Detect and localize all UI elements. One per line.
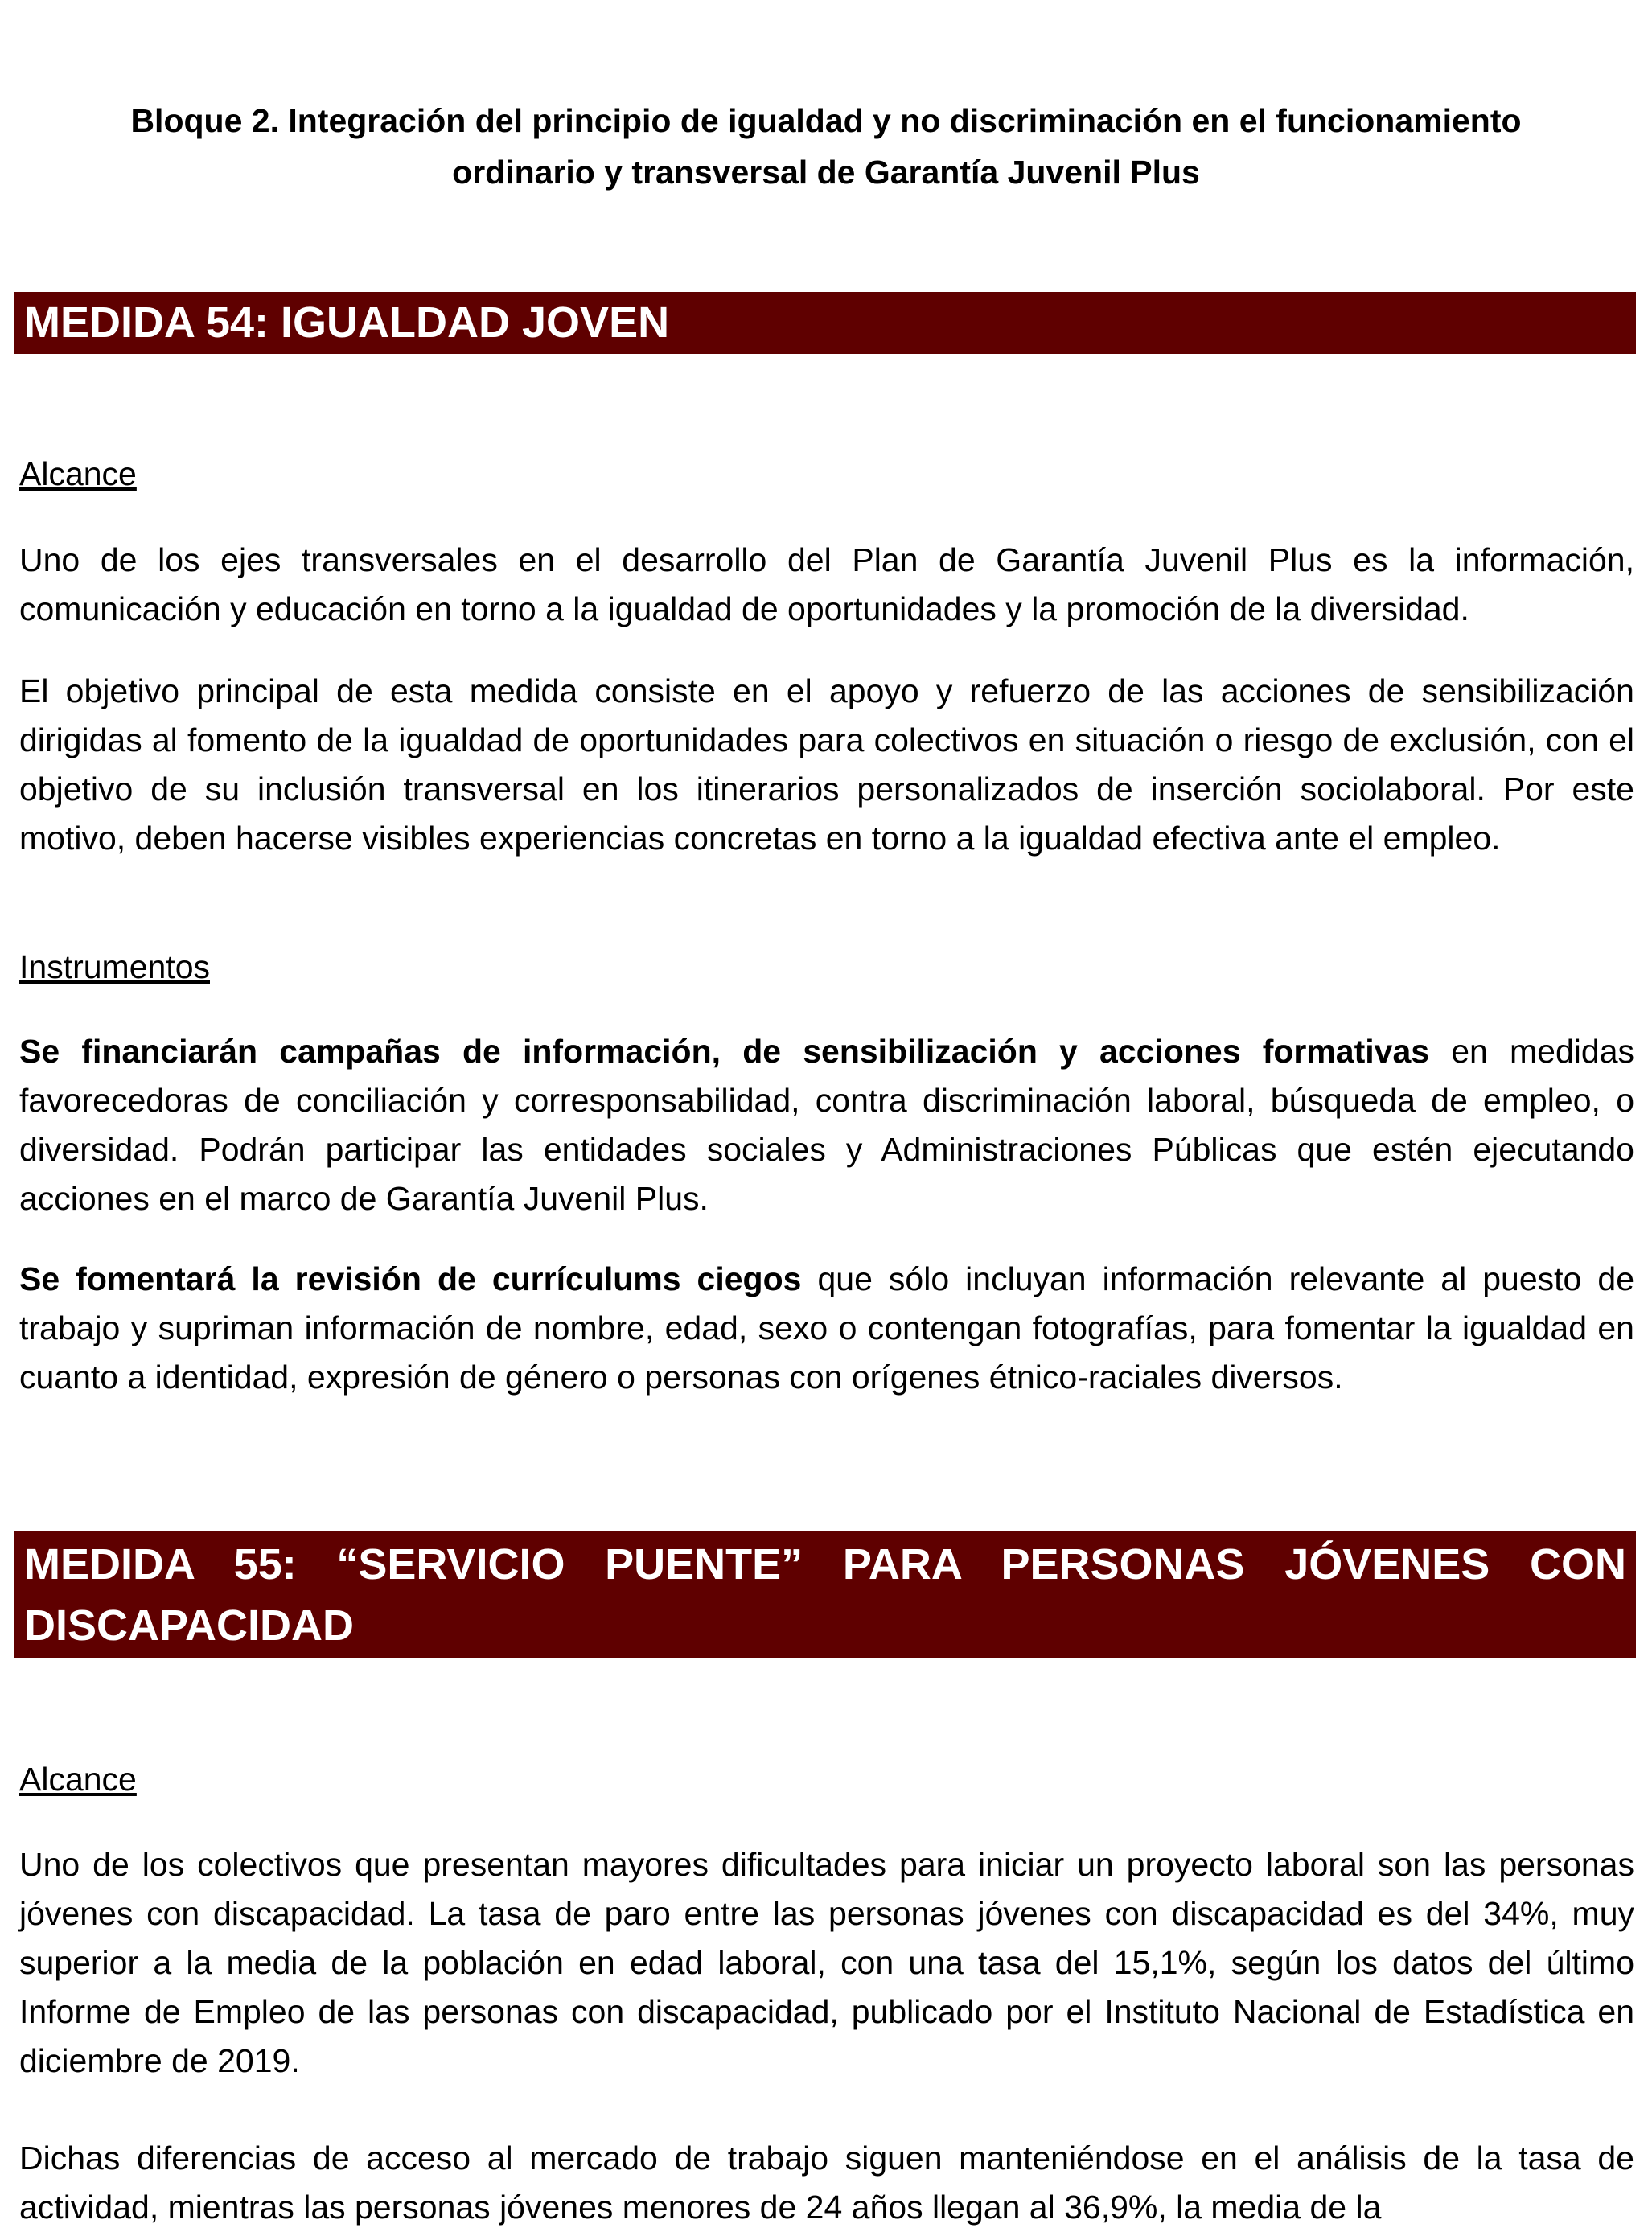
- measure-55-scope-paragraph-2: Dichas diferencias de acceso al mercado de trabajo siguen manteniéndose en el análisis de la tasa de actividad, mientras las personas jóvenes menores de 24 años llegan al 36,9%, la media de la: [19, 2140, 1634, 2226]
- measure-54-scope-heading: Alcance: [19, 455, 137, 492]
- measure-54-instruments-paragraph-2: [19, 1255, 1634, 1402]
- measure-55-scope-paragraph-1: Uno de los colectivos que presentan mayores dificultades para iniciar un proyecto laboral son las personas jóvenes con discapacidad. La tasa de paro entre las personas jóvenes con discapacidad es del 34%, muy superior a la media de la población en edad laboral, con una tasa del 15,1%, según los datos del último Informe de Empleo de las personas con discapacidad, publicado por el Instituto Nacional de Estadística en diciembre de 2019.: [19, 1846, 1634, 2079]
- measure-54-scope-paragraph-1: Uno de los ejes transversales en el desarrollo del Plan de Garantía Juvenil Plus es la información, comunicación y educación en torno a la igualdad de oportunidades y la promoción de la diversidad.: [19, 541, 1634, 627]
- instruments-paragraph-2-emphasis: Se fomentará la revisión de currículums ciegos: [19, 1260, 802, 1297]
- section-header-line-2: ordinario y transversal de Garantía Juvenil Plus: [452, 154, 1200, 191]
- measure-54-instruments-paragraph-1: [19, 1027, 1634, 1223]
- measure-55-scope-heading: Alcance: [19, 1761, 137, 1798]
- measure-55-title: MEDIDA 55: “SERVICIO PUENTE” PARA PERSONAS JÓVENES CON DISCAPACIDAD: [24, 1540, 1626, 1650]
- instruments-paragraph-1-emphasis: Se financiarán campañas de información, de sensibilización y acciones formativas: [19, 1033, 1430, 1070]
- instruments-paragraph-2-text: que sólo incluyan información relevante al puesto de trabajo y supriman información de nombre, edad, sexo o contengan fotografías, para fomentar la igualdad en cuanto a identidad, expresión de género o personas con orígenes étnico-raciales diversos.: [19, 1260, 1634, 1396]
- instruments-paragraph-1-text: en medidas favorecedoras de conciliación y corresponsabilidad, contra discriminación laboral, búsqueda de empleo, o diversidad. Podrán participar las entidades sociales y Administraciones Públicas que estén ejecutando acciones en el marco de Garantía Juvenil Plus.: [19, 1033, 1634, 1217]
- measure-54-instruments-heading: Instrumentos: [19, 948, 210, 985]
- measure-55-banner: [14, 1531, 1636, 1658]
- measure-54-scope-paragraph-2: El objetivo principal de esta medida consiste en el apoyo y refuerzo de las acciones de sensibilización dirigidas al fomento de la igualdad de oportunidades para colectivos en situación o riesgo de exclusión, con el objetivo de su inclusión transversal en los itinerarios personalizados de inserción sociolaboral. Por este motivo, deben hacerse visibles experiencias concretas en torno a la igualdad efectiva ante el empleo.: [19, 672, 1634, 857]
- section-header: [32, 95, 1620, 198]
- measure-54-banner: [14, 292, 1636, 354]
- measure-54-title: MEDIDA 54: IGUALDAD JOVEN: [24, 298, 670, 347]
- section-header-line-1: Bloque 2. Integración del principio de igualdad y no discriminación en el funcionamiento: [130, 102, 1522, 139]
